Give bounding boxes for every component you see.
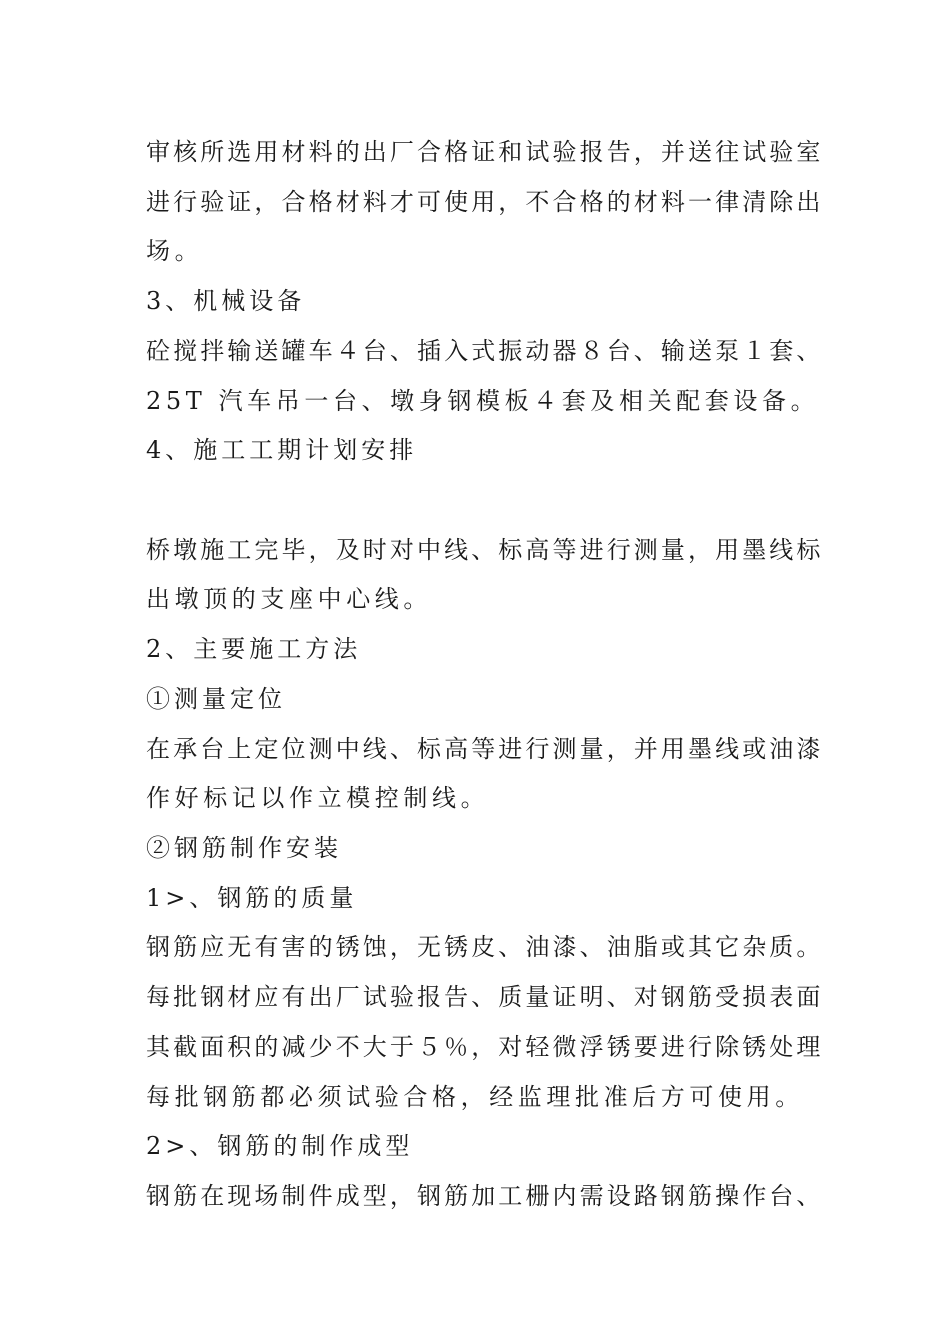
paragraph-line: 钢筋应无有害的锈蚀，无锈皮、油漆、油脂或其它杂质。: [146, 933, 824, 961]
paragraph-line: 场。: [146, 237, 204, 265]
section-heading: 3、机械设备: [146, 287, 306, 315]
paragraph-line: 出墩顶的支座中心线。: [146, 585, 432, 613]
paragraph-line: 进行验证，合格材料才可使用，不合格的材料一律清除出: [146, 188, 824, 216]
section-heading: 2、主要施工方法: [146, 635, 362, 663]
subsection-heading: ②钢筋制作安装: [146, 834, 342, 862]
item-heading: 1>、钢筋的质量: [146, 884, 358, 912]
paragraph-line: 每批钢材应有出厂试验报告、质量证明、对钢筋受损表面: [146, 983, 824, 1011]
paragraph-line: 25T 汽车吊一台、墩身钢模板４套及相关配套设备。: [146, 387, 820, 415]
paragraph-line: 其截面积的减少不大于５％，对轻微浮锈要进行除锈处理: [146, 1033, 824, 1061]
paragraph-line: 砼搅拌输送罐车４台、插入式振动器８台、输送泵１套、: [146, 337, 824, 365]
section-heading: 4、施工工期计划安排: [146, 436, 418, 464]
item-heading: 2>、钢筋的制作成型: [146, 1132, 414, 1160]
paragraph-line: 在承台上定位测中线、标高等进行测量，并用墨线或油漆: [146, 735, 824, 763]
paragraph-line: 桥墩施工完毕，及时对中线、标高等进行测量，用墨线标: [146, 536, 824, 564]
paragraph-line: 审核所选用材料的出厂合格证和试验报告，并送往试验室: [146, 138, 824, 166]
subsection-heading: ①测量定位: [146, 685, 286, 713]
paragraph-line: 钢筋在现场制件成型，钢筋加工栅内需设路钢筋操作台、: [146, 1182, 824, 1210]
paragraph-line: 作好标记以作立模控制线。: [146, 784, 490, 812]
paragraph-line: 每批钢筋都必须试验合格，经监理批准后方可使用。: [146, 1083, 804, 1111]
